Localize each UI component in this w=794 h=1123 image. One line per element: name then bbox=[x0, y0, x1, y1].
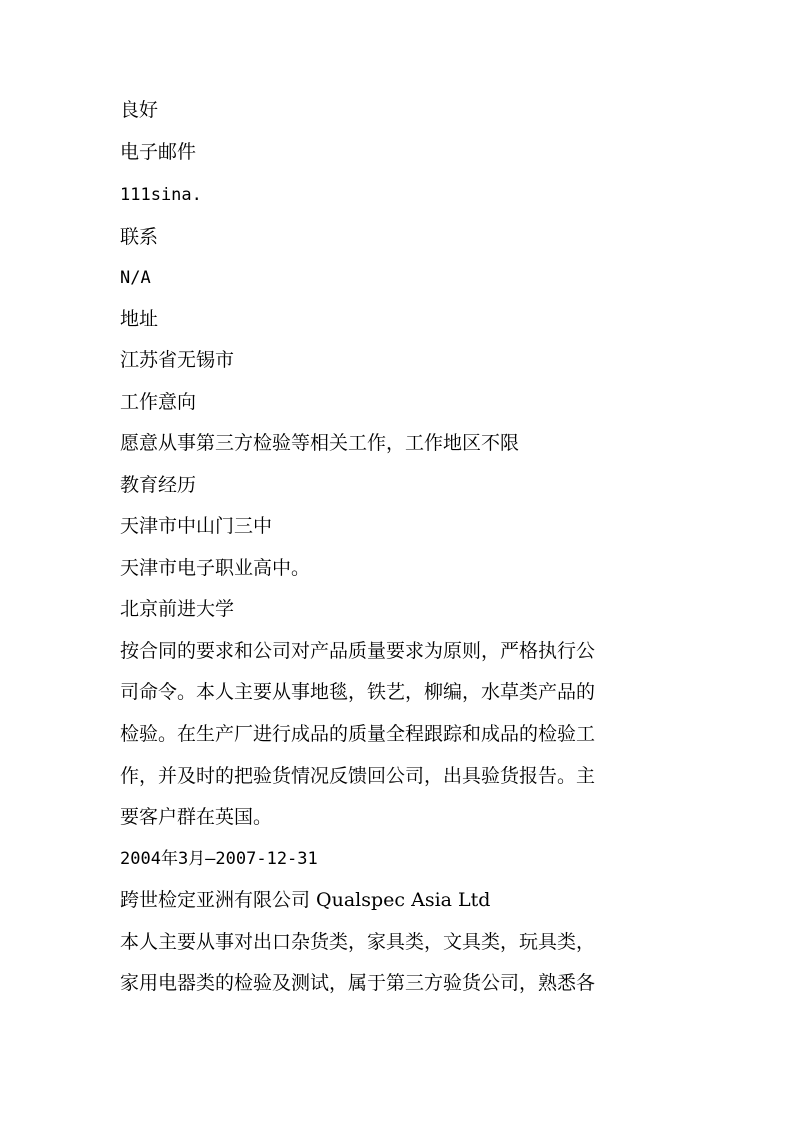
paragraph-line: 司命令。本人主要从事地毯，铁艺，柳编，水草类产品的 bbox=[120, 681, 596, 703]
paragraph-line: 要客户群在英国。 bbox=[120, 806, 273, 828]
paragraph-line: 家用电器类的检验及测试，属于第三方验货公司，熟悉各 bbox=[120, 972, 596, 994]
address-value: 江苏省无锡市 bbox=[120, 349, 235, 371]
date-range: 2004年3月—2007-12-31 bbox=[120, 849, 318, 869]
company-name: 跨世检定亚洲有限公司 Qualspec Asia Ltd bbox=[120, 889, 491, 911]
job-intention-value: 愿意从事第三方检验等相关工作，工作地区不限 bbox=[120, 432, 520, 454]
status-value: 良好 bbox=[120, 99, 159, 121]
paragraph-line: 检验。在生产厂进行成品的质量全程跟踪和成品的检验工 bbox=[120, 723, 596, 745]
education-item: 天津市电子职业高中。 bbox=[120, 557, 311, 579]
contact-value: N/A bbox=[120, 268, 151, 288]
email-label: 电子邮件 bbox=[120, 141, 197, 163]
education-item: 北京前进大学 bbox=[120, 598, 235, 620]
paragraph-line: 本人主要从事对出口杂货类，家具类，文具类，玩具类， bbox=[120, 931, 596, 953]
job-intention-label: 工作意向 bbox=[120, 391, 197, 413]
education-item: 天津市中山门三中 bbox=[120, 515, 273, 537]
contact-label: 联系 bbox=[120, 226, 159, 248]
paragraph-line: 作，并及时的把验货情况反馈回公司，出具验货报告。主 bbox=[120, 765, 596, 787]
email-value: 111sina. bbox=[120, 185, 202, 205]
paragraph-line: 按合同的要求和公司对产品质量要求为原则，严格执行公 bbox=[120, 640, 596, 662]
address-label: 地址 bbox=[120, 308, 159, 330]
education-label: 教育经历 bbox=[120, 474, 197, 496]
